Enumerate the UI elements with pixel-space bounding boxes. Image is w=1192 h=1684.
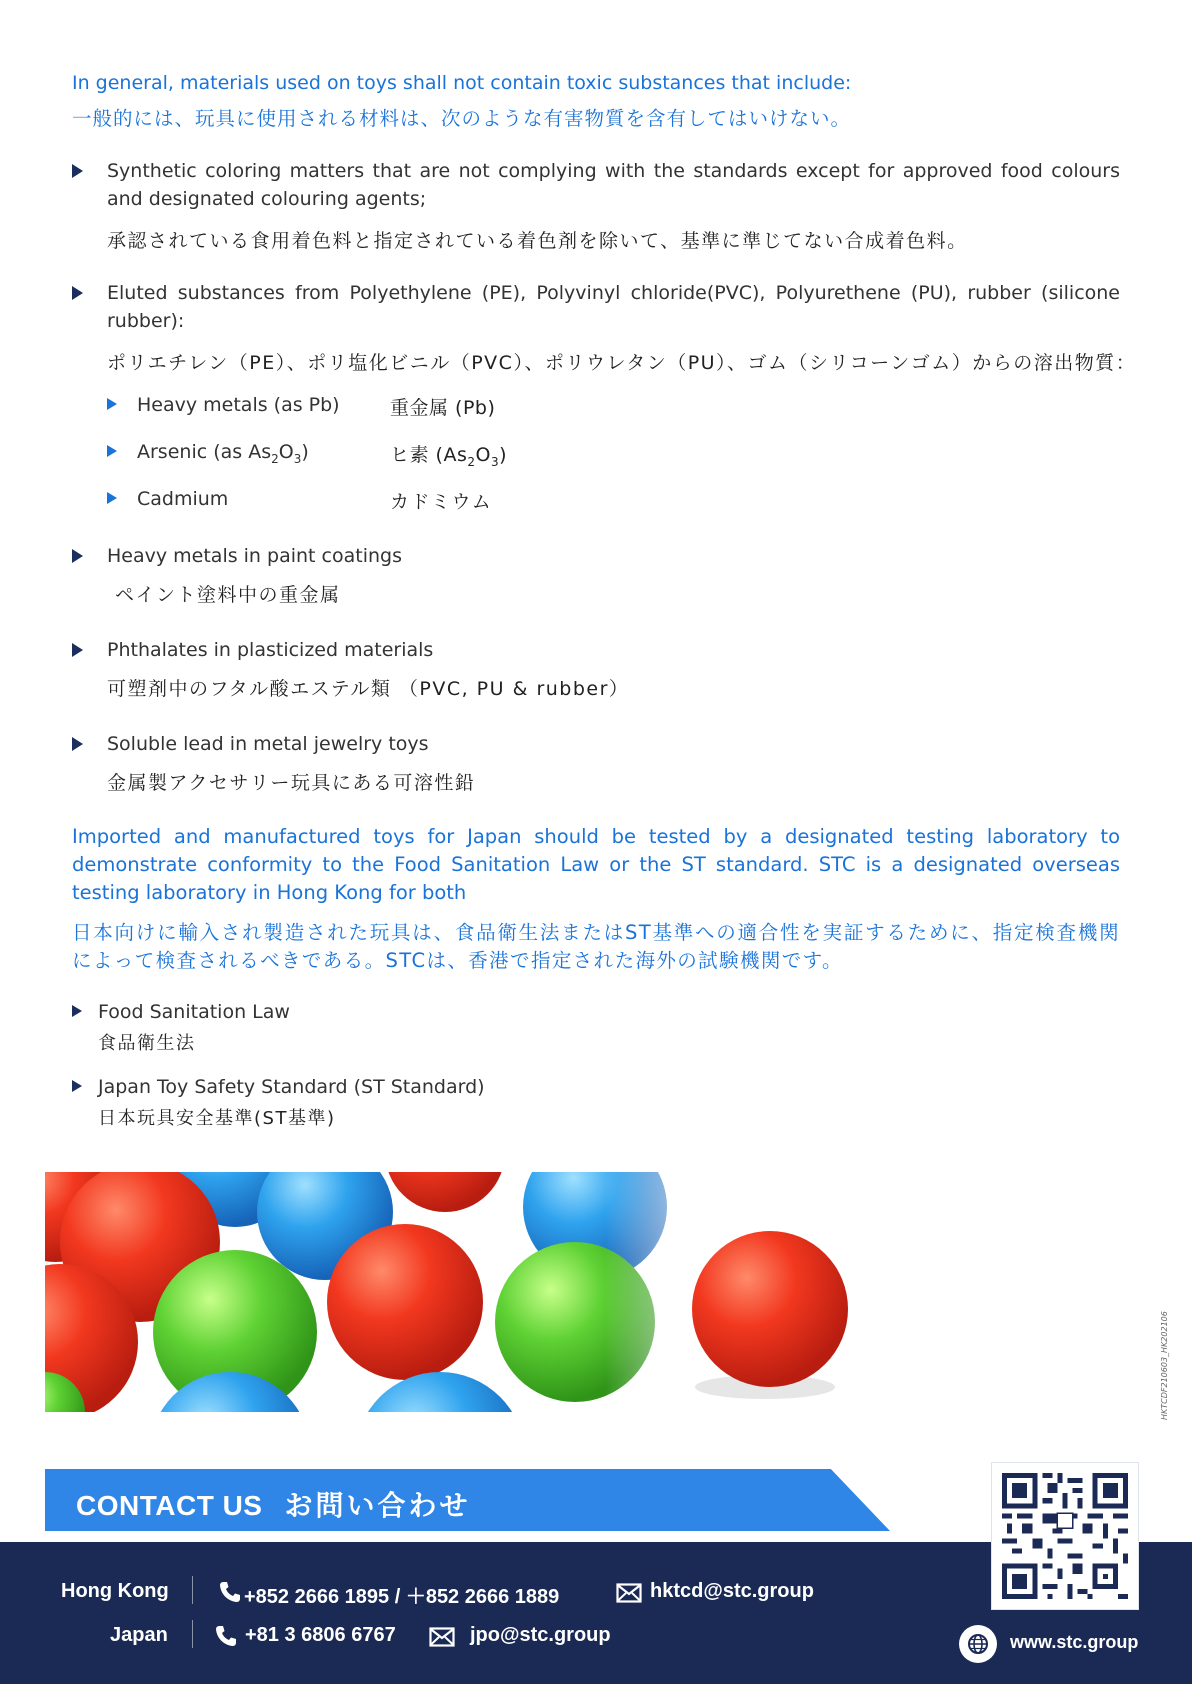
bullet-icon [72,549,83,563]
subitem-2-japanese: ヒ素 $(As_2O_3)$ [390,444,508,469]
japan-label: Japan [110,1624,168,1646]
subitem-1-english: Heavy metals (as Pb) [137,394,340,416]
subitem-1-japanese: 重金属 (Pb) [390,397,496,419]
hong-kong-email[interactable]: hktcd@stc.group [650,1580,814,1602]
bullet-icon [72,1080,82,1092]
bullet-icon [72,1005,82,1017]
conformity-japanese: 日本向けに輸入され製造された玩具は、食品衛生法またはST基準への適合性を実証するために、指定検査機関によって検査されるべきである。STCは、香港で指定された海外の試験機関です。 [72,921,1120,972]
item-3-japanese: ペイント塗料中の重金属 [115,584,341,606]
phone-icon [214,1624,238,1648]
contact-heading: CONTACT US お問い合わせ [76,1490,471,1521]
japan-email[interactable]: jpo@stc.group [470,1624,611,1646]
japan-phone[interactable]: +81 3 6806 6767 [245,1624,396,1646]
intro-english: In general, materials used on toys shall not contain toxic substances that include: [72,72,852,94]
hong-kong-label: Hong Kong [61,1580,169,1602]
standard-2-english: Japan Toy Safety Standard (ST Standard) [98,1076,485,1098]
standard-2-japanese: 日本玩具安全基準(ST基準) [98,1108,336,1129]
subitem-2-english: Arsenic (as $As_2O_3$) [137,441,309,466]
website-link[interactable]: www.stc.group [1010,1632,1139,1652]
item-1-english: Synthetic coloring matters that are not complying with the standards except for approved food colours and designated colouring agents; [107,160,1120,210]
subitem-3-english: Cadmium [137,488,229,510]
sub-bullet-icon [107,492,117,504]
item-4-english: Phthalates in plasticized materials [107,639,434,661]
conformity-english: Imported and manufactured toys for Japan should be tested by a designated testing laboratory to demonstrate conformity to the Food Sanitation Law or the ST standard. STC is a designated overseas testing laboratory in Hong Kong for both [72,825,1120,904]
item-5-japanese: 金属製アクセサリー玩具にある可溶性鉛 [107,772,476,794]
item-1-japanese: 承認されている食用着色料と指定されている着色剤を除いて、基準に準じてない合成着色料。 [107,230,968,252]
standard-1-english: Food Sanitation Law [98,1001,290,1023]
sub-bullet-icon [107,398,117,410]
toy-balls-photo [45,1172,900,1412]
item-3-english: Heavy metals in paint coatings [107,545,402,567]
intro-japanese: 一般的には、玩具に使用される材料は、次のような有害物質を含有してはいけない。 [72,107,852,130]
globe-icon [958,1624,998,1664]
phone-icon [218,1580,242,1604]
subitem-3-japanese: カドミウム [390,491,493,513]
divider [192,1620,193,1648]
email-icon [616,1583,642,1603]
bullet-icon [72,643,83,657]
bullet-icon [72,286,83,300]
hong-kong-phone[interactable]: +852 2666 1895 / ＋852 2666 1889 [244,1586,560,1608]
qr-code[interactable] [991,1462,1139,1610]
bullet-icon [72,737,83,751]
item-2-english: Eluted substances from Polyethylene (PE), Polyvinyl chloride(PVC), Polyurethene (PU), rubber (silicone rubber): [107,282,1120,332]
item-4-japanese: 可塑剤中のフタル酸エステル類 （PVC, PU & rubber） [107,678,630,700]
divider [192,1576,193,1604]
sub-bullet-icon [107,445,117,457]
document-code: HKTCDF210603_HK202106 [1160,1311,1169,1420]
item-5-english: Soluble lead in metal jewelry toys [107,733,429,755]
email-icon [429,1627,455,1647]
item-2-japanese: ポリエチレン（PE）、ポリ塩化ビニル（PVC）、ポリウレタン（PU）、ゴム（シリコーンゴム）からの溶出物質： [107,352,1137,374]
standard-1-japanese: 食品衛生法 [98,1033,196,1054]
bullet-icon [72,164,83,178]
